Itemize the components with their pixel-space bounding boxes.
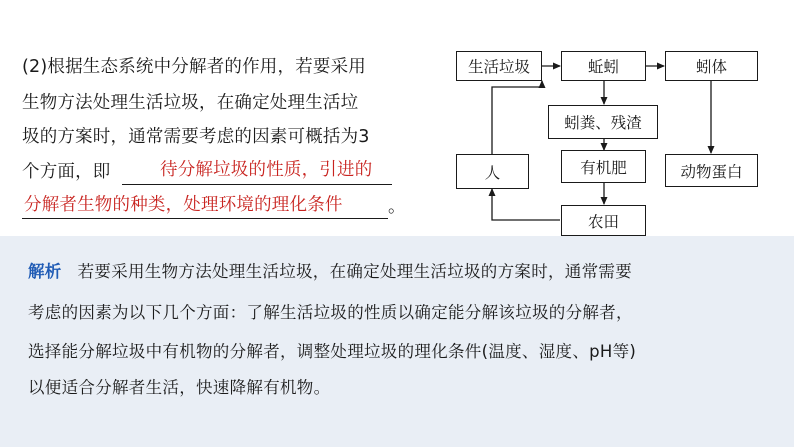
node-worm-body: 蚓体	[665, 51, 758, 81]
node-farmland: 农田	[561, 205, 646, 236]
answer-end-mark: 。	[388, 197, 406, 217]
node-person: 人	[456, 154, 529, 189]
answer-line-1: 待分解垃圾的性质，引进的	[160, 160, 373, 180]
node-garbage: 生活垃圾	[456, 51, 542, 81]
explanation-panel	[0, 236, 794, 447]
node-fertilizer: 有机肥	[561, 150, 646, 183]
explanation-line-2: 考虑的因素为以下几个方面：了解生活垃圾的性质以确定能分解该垃圾的分解者，	[28, 303, 633, 322]
node-animal-protein: 动物蛋白	[665, 154, 758, 187]
question-line-3: 圾的方案时，通常需要考虑的因素可概括为3	[22, 127, 370, 147]
explanation-line-3: 选择能分解垃圾中有机物的分解者，调整处理垃圾的理化条件(温度、湿度、pH等)	[28, 342, 637, 361]
explanation-line-4: 以便适合分解者生活，快速降解有机物。	[28, 378, 331, 397]
node-castings: 蚓粪、残渣	[548, 105, 658, 139]
explanation-line-1: 解析 若要采用生物方法处理生活垃圾，在确定处理生活垃圾的方案时，通常需要	[28, 262, 633, 281]
node-earthworm: 蚯蚓	[561, 51, 646, 81]
question-line-4: 个方面，即	[22, 162, 111, 182]
answer-line-2: 分解者生物的种类，处理环境的理化条件	[24, 195, 343, 215]
arrow-person-to-garbage	[492, 81, 542, 154]
explanation-label: 解析	[28, 262, 62, 281]
question-line-1: (2)根据生态系统中分解者的作用，若要采用	[22, 57, 366, 77]
question-line-2: 生物方法处理生活垃圾，在确定处理生活垃	[22, 93, 359, 113]
arrow-farmland-to-person	[492, 189, 560, 220]
